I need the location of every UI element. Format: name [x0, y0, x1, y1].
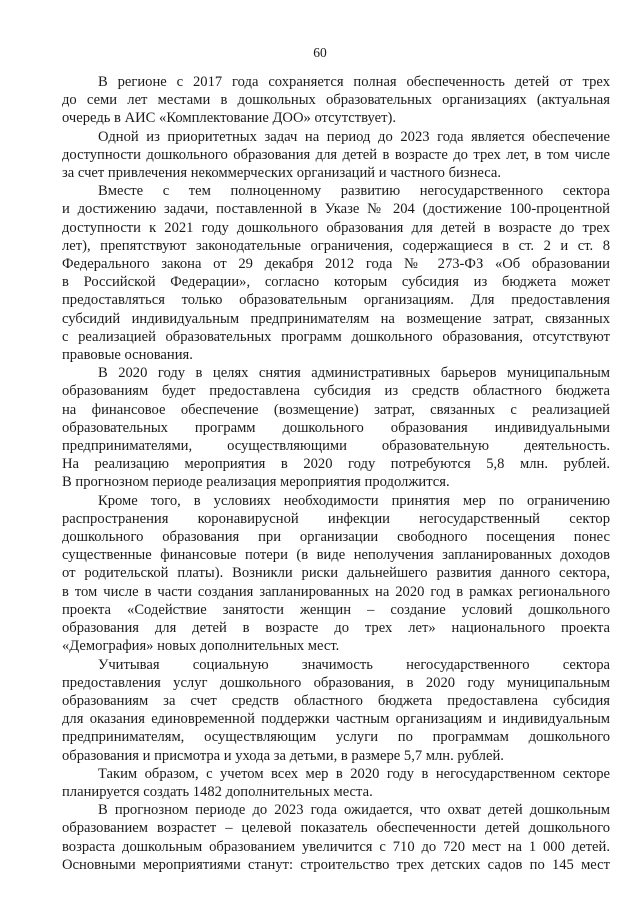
text-line: предоставляться только образовательным организациям. Для предоставления — [62, 292, 610, 309]
text-line: до семи лет местами в дошкольных образовательных организациях (актуальная — [62, 92, 610, 109]
text-line: Вместе с тем полноценному развитию негосударственного сектора — [98, 183, 610, 200]
text-line: Одной из приоритетных задач на период до 2023 года является обеспечение — [98, 128, 610, 145]
text-line: планируется создать 1482 дополнительных места. — [62, 783, 373, 800]
text-line: Основными мероприятиями станут: строительство трех детских садов по 145 мест — [62, 856, 610, 873]
paragraph — [62, 765, 610, 801]
text-line: с реализацией образовательных программ дошкольного образования, отсутствуют — [62, 328, 610, 345]
text-line: образованиям будет предоставлена субсидия из средств областного бюджета — [62, 383, 610, 400]
text-line: распространения коронавирусной инфекции негосударственный сектор — [62, 510, 610, 527]
page-number: 60 — [313, 45, 327, 60]
text-line: субсидий индивидуальным предпринимателям на возмещение затрат, связанных — [62, 310, 610, 327]
paragraph — [62, 656, 610, 765]
text-line: возраста дошкольным образованием увеличится с 710 до 720 мест на 1 000 детей. — [62, 838, 610, 855]
text-line: доступности к 2021 году дошкольного образования для детей в возрасте до трех — [62, 219, 610, 236]
paragraph — [62, 73, 610, 128]
text-line: образования и присмотра и ухода за детьми, в размере 5,7 млн. рублей. — [62, 747, 504, 764]
paragraph — [62, 492, 610, 656]
text-line: предоставления услуг дошкольного образования, в 2020 году муниципальным — [62, 674, 610, 691]
text-line: проекта «Содействие занятости женщин – создание условий дошкольного — [62, 601, 610, 618]
text-line: «Демография» новых дополнительных мест. — [62, 638, 340, 655]
text-line: предпринимателям, осуществляющим услуги по программам дошкольного — [62, 729, 610, 746]
text-line: образованием возрастет – целевой показатель обеспеченности детей дошкольного — [62, 820, 610, 837]
text-line: для оказания единовременной поддержки частным организациям и индивидуальным — [62, 711, 610, 728]
paragraph — [62, 364, 610, 491]
text-line: образовательных программ дошкольного образования индивидуальными — [62, 419, 610, 436]
text-line: за счет привлечения некоммерческих организаций и частного бизнеса. — [62, 165, 502, 182]
text-line: На реализацию мероприятия в 2020 году потребуются 5,8 млн. рублей. — [62, 456, 610, 473]
text-line: существенные финансовые потери (в виде неполучения запланированных доходов — [62, 547, 610, 564]
text-line: В прогнозном периоде реализация мероприятия продолжится. — [62, 474, 450, 491]
text-line: очередь в АИС «Комплектование ДОО» отсутствует). — [62, 110, 396, 127]
text-line: Учитывая социальную значимость негосударственного сектора — [98, 656, 610, 673]
text-line: образования для детей в возрасте до трех лет» национального проекта — [62, 620, 610, 637]
text-line: лет), препятствуют законодательные ограничения, содержащиеся в ст. 2 и ст. 8 — [62, 237, 610, 254]
paragraph — [62, 801, 610, 874]
text-line: от родительской платы). Возникли риски дальнейшего развития данного сектора, — [62, 565, 610, 582]
text-line: в том числе в части создания запланированных на 2020 год в рамках регионального — [62, 583, 610, 600]
text-line: Кроме того, в условиях необходимости принятия мер по ограничению — [98, 492, 610, 509]
text-line: на финансовое обеспечение (возмещение) затрат, связанных с реализацией — [62, 401, 610, 418]
document-body — [62, 73, 610, 874]
text-line: в Российской Федерации», согласно которым субсидия из бюджета может — [62, 274, 610, 291]
text-line: и достижению задачи, поставленной в Указе № 204 (достижение 100-процентной — [62, 201, 610, 218]
text-line: В регионе с 2017 года сохраняется полная обеспеченность детей от трех — [98, 74, 610, 90]
paragraph — [62, 182, 610, 364]
text-line: Федерального закона от 29 декабря 2012 года № 273-ФЗ «Об образовании — [62, 256, 610, 273]
text-line: В 2020 году в целях снятия административных барьеров муниципальным — [98, 365, 610, 382]
text-line: образованиям за счет средств областного бюджета предоставлена субсидия — [62, 692, 610, 709]
text-line: доступности дошкольного образования для детей в возрасте до трех лет, в том числе — [62, 146, 610, 163]
paragraph — [62, 128, 610, 183]
text-line: В прогнозном периоде до 2023 года ожидается, что охват детей дошкольным — [98, 802, 610, 819]
text-line: дошкольного образования при организации свободного посещения понес — [62, 529, 610, 546]
text-line: Таким образом, с учетом всех мер в 2020 году в негосударственном секторе — [98, 765, 610, 782]
text-line: предпринимателями, осуществляющими образовательную деятельность. — [62, 438, 610, 455]
text-line: правовые основания. — [62, 347, 193, 364]
